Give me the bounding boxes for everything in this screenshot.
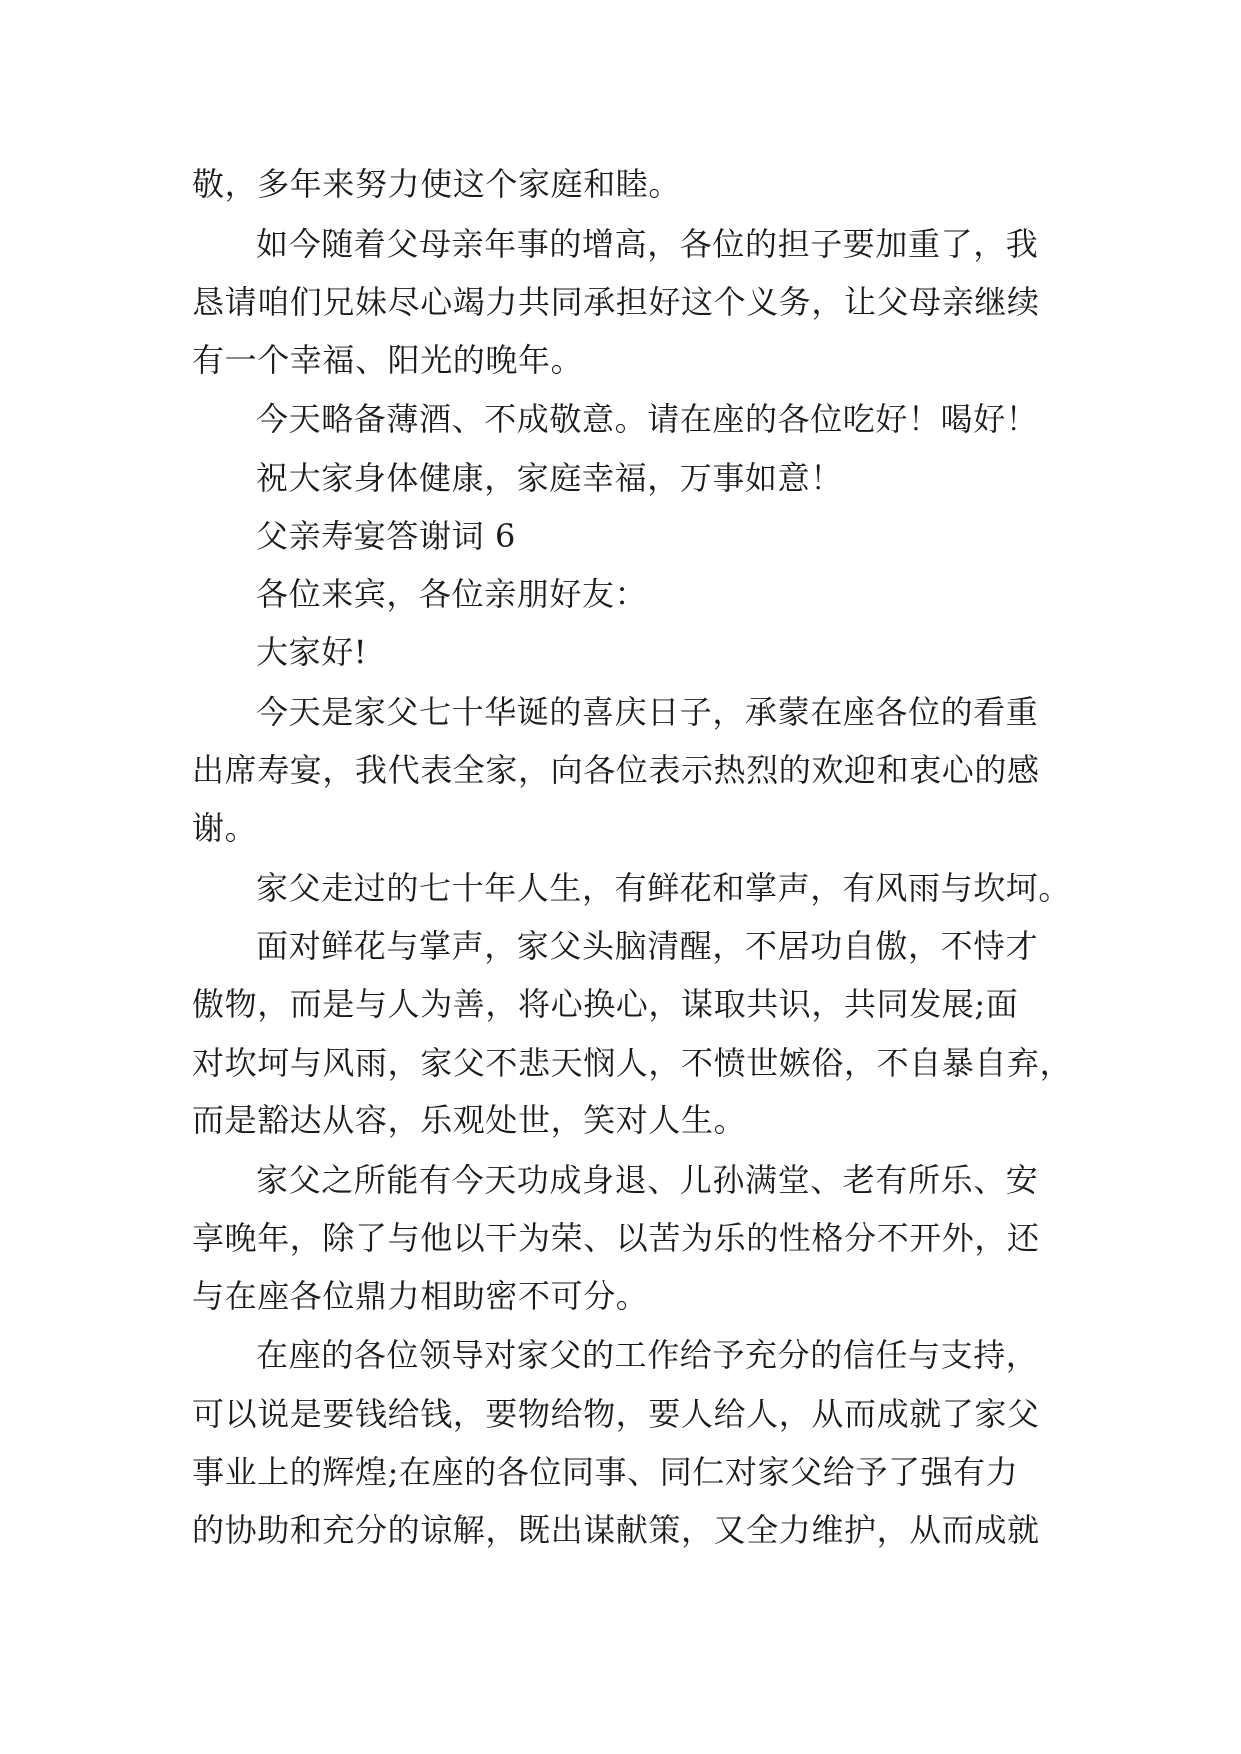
text-line: 可以说是要钱给钱，要物给物，要人给人，从而成就了家父 bbox=[192, 1395, 1040, 1433]
text-line: 敬，多年来努力使这个家庭和睦。 bbox=[192, 165, 682, 203]
text-line: 有一个幸福、阳光的晚年。 bbox=[192, 341, 584, 379]
text-line: 傲物，而是与人为善，将心换心，谋取共识，共同发展;面 bbox=[192, 985, 1019, 1023]
paragraph-first-line: 面对鲜花与掌声，家父头脑清醒，不居功自傲，不恃才 bbox=[256, 927, 1039, 965]
section-heading: 父亲寿宴答谢词 6 bbox=[256, 517, 516, 555]
text-line: 的协助和充分的谅解，既出谋献策，又全力维护，从而成就 bbox=[192, 1511, 1040, 1549]
salutation: 各位来宾，各位亲朋好友： bbox=[256, 575, 648, 613]
paragraph-first-line: 今天略备薄酒、不成敬意。请在座的各位吃好！喝好！ bbox=[256, 400, 1039, 438]
text-line: 恳请咱们兄妹尽心竭力共同承担好这个义务，让父母亲继续 bbox=[192, 283, 1040, 321]
paragraph-first-line: 在座的各位领导对家父的工作给予充分的信任与支持， bbox=[256, 1336, 1039, 1374]
text-line: 与在座各位鼎力相助密不可分。 bbox=[192, 1277, 649, 1315]
text-line: 谢。 bbox=[192, 809, 258, 847]
paragraph-first-line: 如今随着父母亲年事的增高，各位的担子要加重了，我 bbox=[256, 225, 1039, 263]
text-line: 对坎坷与风雨，家父不悲天悯人，不愤世嫉俗，不自暴自弃， bbox=[192, 1044, 1073, 1082]
paragraph-first-line: 家父走过的七十年人生，有鲜花和掌声，有风雨与坎坷。 bbox=[256, 869, 1072, 907]
paragraph-first-line: 家父之所能有今天功成身退、儿孙满堂、老有所乐、安 bbox=[256, 1161, 1039, 1199]
paragraph-first-line: 今天是家父七十华诞的喜庆日子，承蒙在座各位的看重 bbox=[256, 693, 1039, 731]
text-line: 享晚年，除了与他以干为荣、以苦为乐的性格分不开外，还 bbox=[192, 1219, 1040, 1257]
paragraph-first-line: 祝大家身体健康，家庭幸福，万事如意！ bbox=[256, 459, 843, 497]
greeting: 大家好! bbox=[256, 633, 368, 671]
text-line: 而是豁达从容，乐观处世，笑对人生。 bbox=[192, 1101, 747, 1139]
text-line: 事业上的辉煌;在座的各位同事、同仁对家父给予了强有力 bbox=[192, 1453, 1019, 1491]
text-line: 出席寿宴，我代表全家，向各位表示热烈的欢迎和衷心的感 bbox=[192, 751, 1040, 789]
